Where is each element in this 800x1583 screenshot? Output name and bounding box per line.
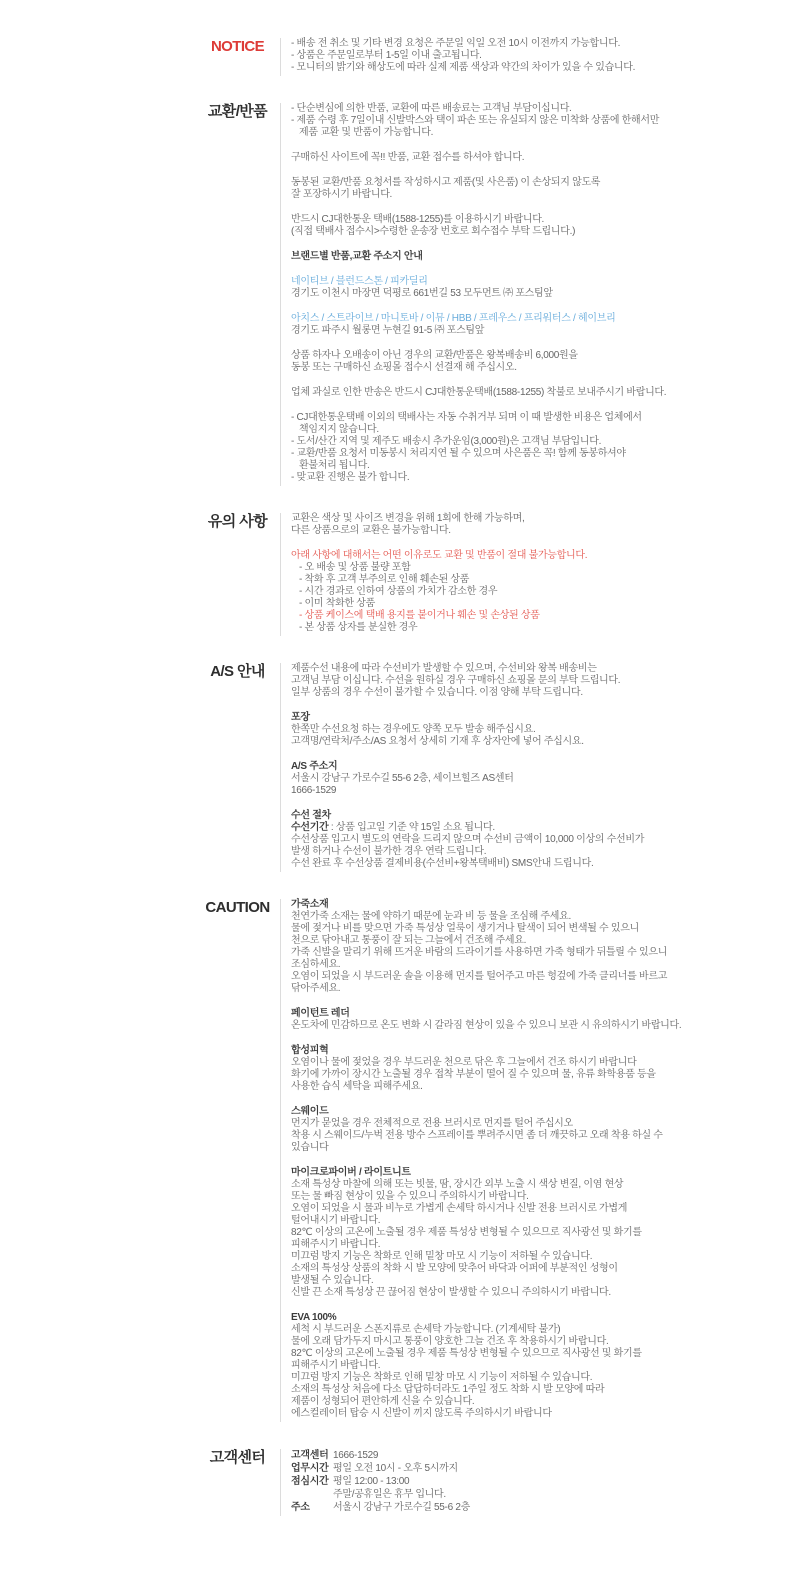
paragraph <box>291 152 666 164</box>
text-line: 물에 젖거나 비를 맞으면 가죽 특성상 얼룩이 생기거나 탈색이 되어 변색될 수 있으니 <box>291 923 639 934</box>
text-line: 있습니다 <box>291 1142 329 1153</box>
text-line: 미끄럼 방지 기능은 착화로 인해 밑창 마모 시 기능이 저하될 수 있습니다. <box>291 1251 593 1262</box>
text-line: - 도서/산간 지역 및 제주도 배송시 추가운임(3,000원)은 고객님 부담입니다. <box>291 436 602 447</box>
paragraph <box>291 387 666 399</box>
text-line: 소재의 특성상 상품의 착화 시 발 모양에 맞추어 바닥과 어퍼에 부분적인 성형이 <box>291 1263 618 1274</box>
text-line: - CJ대한통운택배 이외의 택배사는 자동 수취거부 되며 이 때 발생한 비용은 업체에서 <box>291 412 642 423</box>
text-line: 스웨이드 <box>291 1106 329 1117</box>
text-line: 경기도 이천시 마장면 덕평로 661번길 53 모두먼트 ㈜ 포스팀앞 <box>291 288 553 299</box>
text-line: 털어내시기 바랍니다. <box>291 1215 381 1226</box>
text-line: 가죽 신발을 말리기 위해 뜨거운 바람의 드라이기를 사용하면 가죽 형태가 뒤틀릴 수 있으니 <box>291 947 668 958</box>
text-line: 수선 완료 후 수선상품 결제비용(수선비+왕복택배비) SMS안내 드립니다. <box>291 858 594 869</box>
sections <box>195 38 682 1516</box>
text-line: 수선 절차 <box>291 810 331 821</box>
text-line: 물에 오래 담가두지 마시고 통풍이 양호한 그늘 건조 후 착용하시기 바랍니다. <box>291 1336 609 1347</box>
text-line: - 본 상품 상자를 분실한 경우 <box>299 622 418 633</box>
text-line: 오염이 되었을 시 부드러운 솔을 이용해 먼지를 털어주고 마른 헝겊에 가죽 클리너를 바르고 <box>291 971 668 982</box>
text-line: - 이미 착화한 상품 <box>299 598 375 609</box>
section-body <box>280 1449 622 1516</box>
section-title: A/S 안내 <box>210 663 265 680</box>
section-heading-column <box>195 1449 280 1516</box>
text-line: 동봉된 교환/반품 요청서를 작성하시고 제품(및 사은품) 이 손상되지 않도록 <box>291 177 601 188</box>
text-line: 아래 사항에 대해서는 어떤 이유로도 교환 및 반품이 절대 불가능합니다. <box>291 550 588 561</box>
section-as-guide <box>195 663 645 872</box>
text-line: 서울시 강남구 가로수길 55-6 2층, 세이브힐즈 AS센터 <box>291 773 514 784</box>
text-line: 제품 교환 및 반품이 가능합니다. <box>299 127 434 138</box>
section-notice <box>195 38 636 76</box>
section-heading-column <box>195 103 280 486</box>
text-line: - 상품은 주문일로부터 1-5일 이내 출고됩니다. <box>291 50 482 61</box>
text-line: 착용 시 스웨이드/누벅 전용 방수 스프레이를 뿌려주시면 좀 더 깨끗하고 오래 착용 하실 수 <box>291 1130 663 1141</box>
section-exchange-return <box>195 103 667 486</box>
text-line: 천연가죽 소재는 물에 약하기 때문에 눈과 비 등 물을 조심해 주세요. <box>291 911 571 922</box>
text-line: - 시간 경과로 인하여 상품의 가치가 감소한 경우 <box>299 586 498 597</box>
key-label: 업무시간 <box>291 1463 329 1474</box>
text-line: 화기에 가까이 장시간 노출될 경우 접착 부분이 떨어 질 수 있으며 물, 유류 화학용품 등을 <box>291 1069 656 1080</box>
text-line: 페이턴트 레더 <box>291 1008 350 1019</box>
paragraph <box>291 550 622 634</box>
text-line: 세척 시 부드러운 스폰지류로 손세탁 가능합니다. (기계세탁 불가) <box>291 1324 561 1335</box>
text-line: 수선기간 : 상품 입고일 기준 약 15일 소요 됩니다. <box>291 822 495 833</box>
text-line: 피해주시기 바랍니다. <box>291 1360 381 1371</box>
paragraph <box>291 1106 681 1154</box>
text-line: 사용한 습식 세탁을 피해주세요. <box>291 1081 423 1092</box>
paragraph <box>291 810 644 870</box>
text-line: - 단순변심에 의한 반품, 교환에 따른 배송료는 고객님 부담이십니다. <box>291 103 572 114</box>
key-value-row <box>291 1475 622 1488</box>
paragraph <box>291 1008 681 1032</box>
paragraph <box>291 899 681 995</box>
text-line: 가죽소재 <box>291 899 329 910</box>
key-label: 고객센터 <box>291 1450 329 1461</box>
section-heading-column <box>195 899 280 1422</box>
text-line: 수선상품 입고시 별도의 연락을 드리지 않으며 수선비 금액이 10,000 이상의 수선비가 <box>291 834 645 845</box>
key-value-row <box>291 1488 622 1501</box>
text-line: 피해주시기 바랍니다. <box>291 1239 381 1250</box>
paragraph <box>291 412 666 484</box>
text-line: 책임지지 않습니다. <box>299 424 379 435</box>
text-line: 신발 끈 소재 특성상 끈 끊어짐 현상이 발생할 수 있으니 주의하시기 바랍니다. <box>291 1287 611 1298</box>
section-title: CAUTION <box>205 899 270 916</box>
section-heading-column <box>195 513 280 636</box>
paragraph <box>291 1167 681 1299</box>
line-lead-bold: 수선기간 <box>291 822 329 833</box>
text-line: 고객명/연락처/주소/AS 요청서 상세히 기재 후 상자안에 넣어 주십시요. <box>291 736 584 747</box>
text-line: (직접 택배사 접수시>수령한 운송장 번호로 회수접수 부탁 드립니다.) <box>291 226 576 237</box>
section-title: 유의 사항 <box>207 513 268 530</box>
paragraph <box>291 177 666 201</box>
text-line: 경기도 파주시 월롱면 누현길 91-5 ㈜ 포스팀앞 <box>291 325 485 336</box>
text-line: 제품수선 내용에 따라 수선비가 발생할 수 있으며, 수선비와 왕복 배송비는 <box>291 663 597 674</box>
text-line: 환불처리 됩니다. <box>299 460 370 471</box>
paragraph <box>291 276 666 300</box>
text-line: 82℃ 이상의 고온에 노출될 경우 제품 특성상 변형될 수 있으므로 직사광선 및 화기를 <box>291 1227 642 1238</box>
key-value-block <box>291 1449 622 1514</box>
section-heading-column <box>195 663 280 872</box>
text-line: 미끄럼 방지 기능은 착화로 인해 밑창 마모 시 기능이 저하될 수 있습니다. <box>291 1372 593 1383</box>
text-line: 브랜드별 반품,교환 주소지 안내 <box>291 251 423 262</box>
text-line: 교환은 색상 및 사이즈 변경을 위해 1회에 한해 가능하며, <box>291 513 525 524</box>
section-body <box>280 663 644 872</box>
text-line: 발생 하거나 수선이 불가한 경우 연락 드립니다. <box>291 846 487 857</box>
paragraph <box>291 38 635 74</box>
text-line: 구매하신 사이트에 꼭!! 반품, 교환 접수를 하셔야 합니다. <box>291 152 525 163</box>
paragraph <box>291 712 644 748</box>
text-line: 소재 특성상 마찰에 의해 또는 빗물, 땀, 장시간 외부 노출 시 색상 변질, 이염 현상 <box>291 1179 624 1190</box>
section-title: 고객센터 <box>209 1449 266 1466</box>
text-line: 합성피혁 <box>291 1045 329 1056</box>
text-line: - 제품 수령 후 7일이내 신발박스와 택이 파손 또는 유실되지 않은 미착화 상품에 한해서만 <box>291 115 660 126</box>
key-value-row <box>291 1449 622 1462</box>
text-line: 다른 상품으로의 교환은 불가능합니다. <box>291 525 451 536</box>
text-line: 아치스 / 스트라이브 / 마니토바 / 이뮤 / HBB / 프레우스 / 프리워터스 / 헤이브리 <box>291 313 616 324</box>
key-value-row <box>291 1462 622 1475</box>
paragraph <box>291 251 666 263</box>
paragraph <box>291 513 622 537</box>
paragraph <box>291 214 666 238</box>
value-text: 1666-1529 <box>333 1450 379 1461</box>
text-line: 반드시 CJ대한통운 택배(1588-1255)를 이용하시기 바랍니다. <box>291 214 545 225</box>
paragraph <box>291 350 666 374</box>
text-line: - 배송 전 취소 및 기타 변경 요청은 주문일 익일 오전 10시 이전까지 가능합니다. <box>291 38 621 49</box>
value-text: 평일 12:00 - 13:00 <box>333 1476 410 1487</box>
text-line: 오염이나 물에 젖었을 경우 부드러운 천으로 닦은 후 그늘에서 건조 하시기 바랍니다 <box>291 1057 637 1068</box>
section-body <box>280 513 622 636</box>
text-line: A/S 주소지 <box>291 761 338 772</box>
paragraph <box>291 663 644 699</box>
text-line: 온도차에 민감하므로 온도 변화 시 갈라짐 현상이 있을 수 있으니 보관 시 유의하시기 바랍니다. <box>291 1020 682 1031</box>
text-line: 천으로 닦아내고 통풍이 잘 되는 그늘에서 건조해 주세요. <box>291 935 527 946</box>
section-title: 교환/반품 <box>207 103 268 120</box>
text-line: 82℃ 이상의 고온에 노출될 경우 제품 특성상 변형될 수 있으므로 직사광선 및 화기를 <box>291 1348 642 1359</box>
text-line: 먼지가 묻었을 경우 전체적으로 전용 브러시로 먼지를 털어 주십시오 <box>291 1118 573 1129</box>
section-caution <box>195 899 682 1422</box>
text-line: 한쪽만 수선요청 하는 경우에도 양쪽 모두 발송 해주십시요. <box>291 724 536 735</box>
text-line: EVA 100% <box>291 1312 337 1323</box>
key-label: 주소 <box>291 1502 310 1513</box>
text-line: 제품이 성형되어 편안하게 신을 수 있습니다. <box>291 1396 475 1407</box>
text-line: 일부 상품의 경우 수선이 불가할 수 있습니다. 이점 양해 부탁 드립니다. <box>291 687 583 698</box>
text-line: 네이티브 / 블런드스톤 / 피카딜리 <box>291 276 428 287</box>
section-body <box>280 899 681 1422</box>
section-customer-center <box>195 1449 622 1516</box>
text-line: - 착화 후 고객 부주의로 인해 훼손된 상품 <box>299 574 470 585</box>
text-line: 발생될 수 있습니다. <box>291 1275 374 1286</box>
text-line: 마이크로파이버 / 라이트니트 <box>291 1167 411 1178</box>
text-line: 오염이 되었을 시 물과 비누로 가볍게 손세탁 하시거나 신발 전용 브러시로 가볍게 <box>291 1203 628 1214</box>
key-value-row <box>291 1501 622 1514</box>
text-line: 동봉 또는 구매하신 쇼핑몰 접수시 선결재 해 주십시오. <box>291 362 517 373</box>
paragraph <box>291 761 644 797</box>
text-line: 또는 물 빠짐 현상이 있을 수 있으니 주의하시기 바랍니다. <box>291 1191 529 1202</box>
key-label: 점심시간 <box>291 1476 329 1487</box>
text-line: 닦아주세요. <box>291 983 341 994</box>
section-body <box>280 38 635 76</box>
text-line: 업체 과실로 인한 반송은 반드시 CJ대한통운택배(1588-1255) 착불로 보내주시기 바랍니다. <box>291 387 667 398</box>
section-heading-column <box>195 38 280 76</box>
text-line: - 맞교환 진행은 불가 합니다. <box>291 472 410 483</box>
paragraph <box>291 1045 681 1093</box>
section-precautions <box>195 513 622 636</box>
paragraph <box>291 1312 681 1420</box>
value-text: 주말/공휴일은 휴무 입니다. <box>333 1489 446 1500</box>
section-body <box>280 103 666 486</box>
paragraph <box>291 103 666 139</box>
text-line: 에스컬레이터 탑승 시 신발이 끼지 않도록 주의하시기 바랍니다 <box>291 1408 552 1419</box>
text-line: - 오 배송 및 상품 불량 포함 <box>299 562 411 573</box>
text-line: 1666-1529 <box>291 785 337 796</box>
text-line: 잘 포장하시기 바랍니다. <box>291 189 393 200</box>
text-line: - 모니터의 밝기와 해상도에 따라 실제 제품 색상과 약간의 차이가 있을 수 있습니다. <box>291 62 636 73</box>
text-line: 소재의 특성상 처음에 다소 답답하더라도 1주일 정도 착화 시 발 모양에 따라 <box>291 1384 605 1395</box>
paragraph <box>291 313 666 337</box>
text-line: 고객님 부담 이십니다. 수선을 원하실 경우 구매하신 쇼핑몰 문의 부탁 드립니다. <box>291 675 621 686</box>
value-text: 평일 오전 10시 - 오후 5시까지 <box>333 1463 458 1474</box>
text-line: 상품 하자나 오배송이 아닌 경우의 교환/반품은 왕복배송비 6,000원을 <box>291 350 578 361</box>
key-label <box>291 1488 333 1501</box>
text-line: - 교환/반품 요청서 미동봉시 처리지연 될 수 있으며 사은품은 꼭! 함께 동봉하셔야 <box>291 448 626 459</box>
value-text: 서울시 강남구 가로수길 55-6 2층 <box>333 1502 470 1513</box>
text-line: 포장 <box>291 712 310 723</box>
text-line: 조심하세요. <box>291 959 341 970</box>
section-title: NOTICE <box>210 38 265 55</box>
text-line: - 상품 케이스에 택배 용지를 붙이거나 훼손 및 손상된 상품 <box>299 610 540 621</box>
